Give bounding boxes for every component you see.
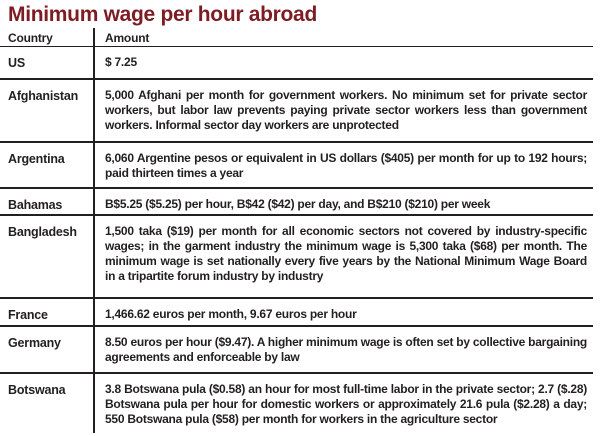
country-cell: Afghanistan bbox=[8, 89, 79, 103]
minimum-wage-table bbox=[0, 28, 593, 433]
table-row bbox=[0, 216, 593, 299]
amount-cell: 3.8 Botswana pula ($0.58) an hour for most full-time labor in the private sector; 2.7 ($.28) Botswana pula per hour for domestic workers or approximately 21.6 pula ($2.28) a day; 550 Botswana pula ($58) per month for workers in the agriculture sector bbox=[93, 374, 593, 433]
page-title: Minimum wage per hour abroad bbox=[8, 3, 317, 26]
table-row bbox=[0, 299, 593, 327]
amount-cell: 5,000 Afghani per month for government workers. No minimum set for private sector workers, but labor law prevents paying private sector workers less than government workers. Informal sector day workers are unprotected bbox=[93, 80, 593, 141]
amount-cell: 6,060 Argentine pesos or equivalent in US dollars ($405) per month for up to 192 hours; paid thirteen times a year bbox=[93, 143, 593, 187]
country-cell: Argentina bbox=[8, 152, 65, 166]
table-row bbox=[0, 189, 593, 216]
table-header-row bbox=[0, 28, 593, 47]
column-header-amount: Amount bbox=[93, 28, 593, 46]
country-cell: Botswana bbox=[8, 383, 66, 397]
amount-cell: 1,466.62 euros per month, 9.67 euros per hour bbox=[93, 299, 593, 325]
country-cell: Bahamas bbox=[8, 198, 63, 212]
table-row bbox=[0, 47, 593, 80]
amount-cell: 1,500 taka ($19) per month for all economic sectors not covered by industry-specific wages; in the garment industry the minimum wage is 5,300 taka ($68) per month. The minimum wage is set nationally every five years by the National Minimum Wage Board in a tripartite forum industry by industry bbox=[93, 216, 593, 297]
amount-cell: 8.50 euros per hour ($9.47). A higher minimum wage is often set by collective bargaining agreements and enforceable by law bbox=[93, 327, 593, 372]
country-cell: US bbox=[8, 56, 25, 70]
table-row bbox=[0, 143, 593, 189]
column-header-country: Country bbox=[8, 31, 53, 45]
table-row bbox=[0, 327, 593, 374]
table-row bbox=[0, 374, 593, 433]
amount-cell: B$5.25 ($5.25) per hour, B$42 ($42) per day, and B$210 ($210) per week bbox=[93, 189, 593, 214]
country-cell: France bbox=[8, 308, 48, 322]
table-row bbox=[0, 80, 593, 143]
amount-cell: $ 7.25 bbox=[93, 47, 593, 78]
country-cell: Germany bbox=[8, 336, 61, 350]
country-cell: Bangladesh bbox=[8, 225, 77, 239]
